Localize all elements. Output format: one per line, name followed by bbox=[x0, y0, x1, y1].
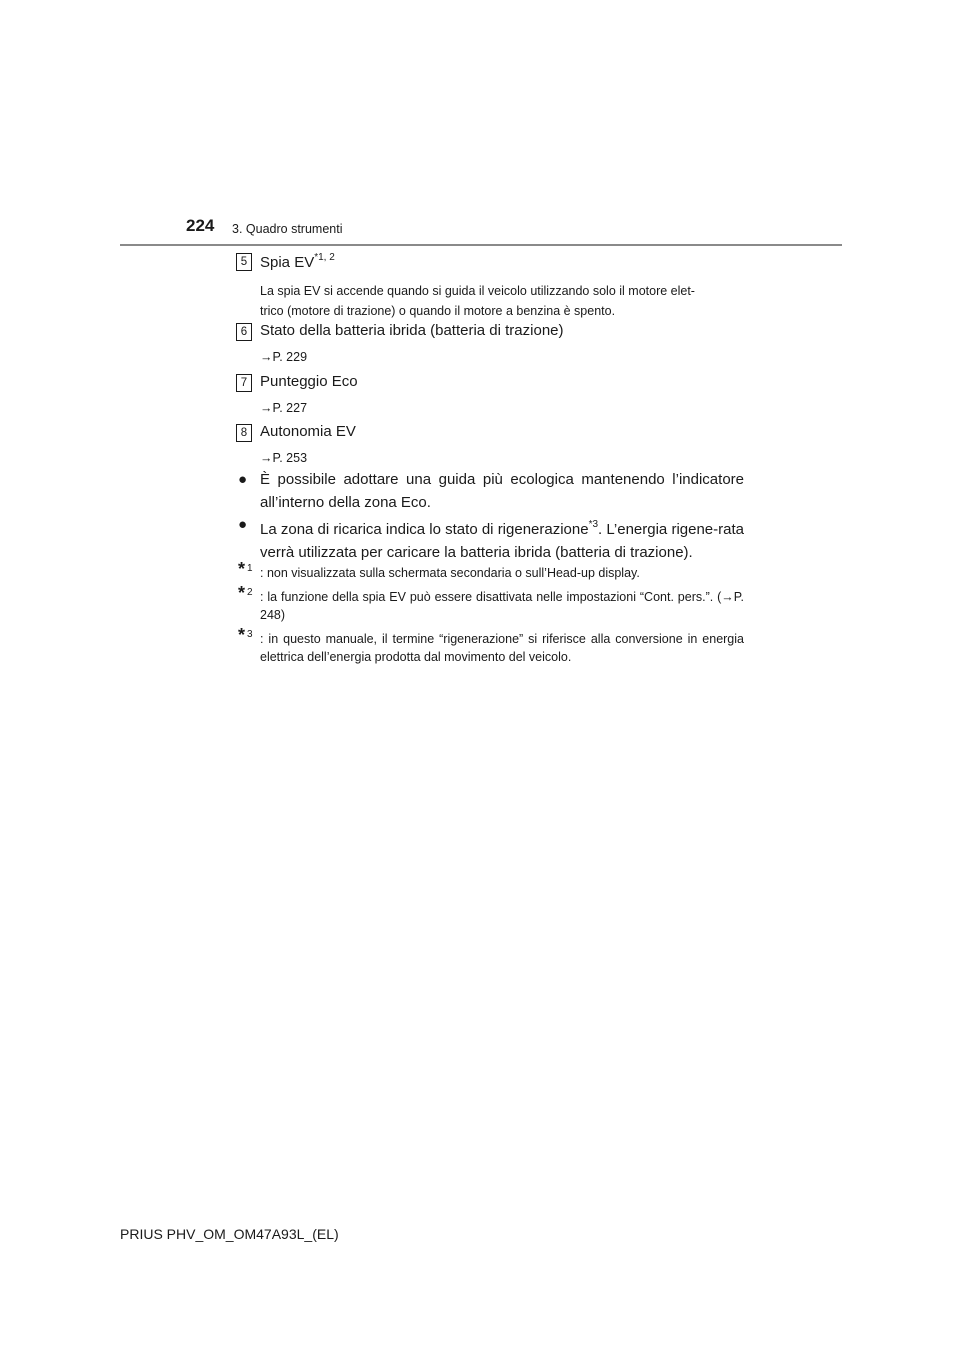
footnote-text: : in questo manuale, il termine “rigenerazione” si riferisce alla conversione in energia elettrica dell’energia prodotta dal movimento del veicolo. bbox=[260, 632, 744, 664]
document-code: PRIUS PHV_OM_OM47A93L_(EL) bbox=[120, 1226, 339, 1242]
footnote-number: 2 bbox=[247, 587, 253, 598]
chapter-title: 3. Quadro strumenti bbox=[232, 222, 343, 236]
item-description: La spia EV si accende quando si guida il veicolo utilizzando solo il motore elet- trico (motore di trazione) o quando il motore a benzina è spento. bbox=[260, 284, 695, 318]
bullet-charge-zone bbox=[238, 513, 744, 564]
header-divider bbox=[120, 244, 842, 246]
footnote-text: : non visualizzata sulla schermata secondaria o sull’Head-up display. bbox=[260, 566, 640, 580]
bullet-text: È possibile adottare una guida più ecologica mantenendo l’indicatore all’interno della zona Eco. bbox=[260, 471, 744, 511]
item-number-badge: 8 bbox=[236, 424, 252, 442]
item-title: Autonomia EV bbox=[260, 423, 356, 440]
footnote-ref: *1, 2 bbox=[314, 252, 335, 263]
bullet-text: La zona di ricarica indica lo stato di rigenerazione$^{*3}$. L’energia rigene-rata verrà utilizzata per caricare la batteria ibrida (batteria di trazione). bbox=[260, 519, 744, 561]
bullet-icon: ● bbox=[238, 516, 248, 533]
item-number-badge: 5 bbox=[236, 253, 252, 271]
page-reference: →P. 253 bbox=[260, 451, 308, 465]
page-reference: →P. 229 bbox=[260, 350, 308, 364]
footnote-1 bbox=[238, 559, 744, 582]
item-title: Punteggio Eco bbox=[260, 373, 358, 390]
footnote-mark: * bbox=[238, 583, 246, 603]
bullet-icon: ● bbox=[238, 471, 248, 488]
bullet-eco-zone bbox=[238, 468, 744, 514]
item-number-badge: 7 bbox=[236, 374, 252, 392]
page-number: 224 bbox=[186, 216, 215, 235]
page-reference: →P. 227 bbox=[260, 401, 308, 415]
item-title: Stato della batteria ibrida (batteria di trazione) bbox=[260, 322, 564, 339]
footnote-number: 3 bbox=[247, 629, 253, 640]
footnote-text: : la funzione della spia EV può essere disattivata nelle impostazioni “Cont. pers.”. (→P. 248) bbox=[260, 590, 744, 622]
item-number-badge: 6 bbox=[236, 323, 252, 341]
footnote-mark: * bbox=[238, 625, 246, 645]
footnote-mark: * bbox=[238, 559, 246, 579]
item-title: Spia EV$^{*1, 2}$ bbox=[260, 252, 335, 271]
footnote-2 bbox=[238, 583, 744, 624]
footnote-number: 1 bbox=[247, 563, 253, 574]
footnote-ref: *3 bbox=[588, 519, 599, 530]
footnote-3 bbox=[238, 625, 744, 666]
